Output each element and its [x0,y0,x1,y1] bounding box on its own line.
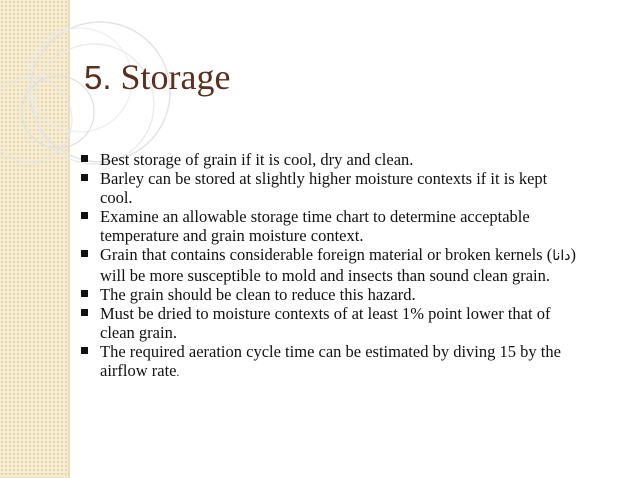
bullet-item: Barley can be stored at slightly higher moisture contexts if it is kept cool. [79,169,579,207]
square-bullet-icon [81,347,88,354]
arabic-term: دانا [552,248,571,264]
square-bullet-icon [81,309,88,316]
bullet-item: Grain that contains considerable foreign material or broken kernels (دانا) will be more susceptible to mold and insects than sound clean grain. [79,245,579,285]
bullet-item: The grain should be clean to reduce this hazard. [79,285,579,304]
square-bullet-icon [81,290,88,297]
bullet-list [79,150,579,383]
slide-title [84,58,231,98]
square-bullet-icon [81,250,88,257]
title-text: Storage [120,57,231,97]
bullet-item: Best storage of grain if it is cool, dry and clean. [79,150,579,169]
bullet-item: Examine an allowable storage time chart to determine acceptable temperature and grain moisture context. [79,207,579,245]
title-number: 5. [84,59,112,96]
square-bullet-icon [81,212,88,219]
bullet-item: Must be dried to moisture contexts of at least 1% point lower that of clean grain. [79,304,579,342]
square-bullet-icon [81,155,88,162]
bullet-item: The required aeration cycle time can be estimated by diving 15 by the airflow rate. [79,342,579,383]
square-bullet-icon [81,174,88,181]
